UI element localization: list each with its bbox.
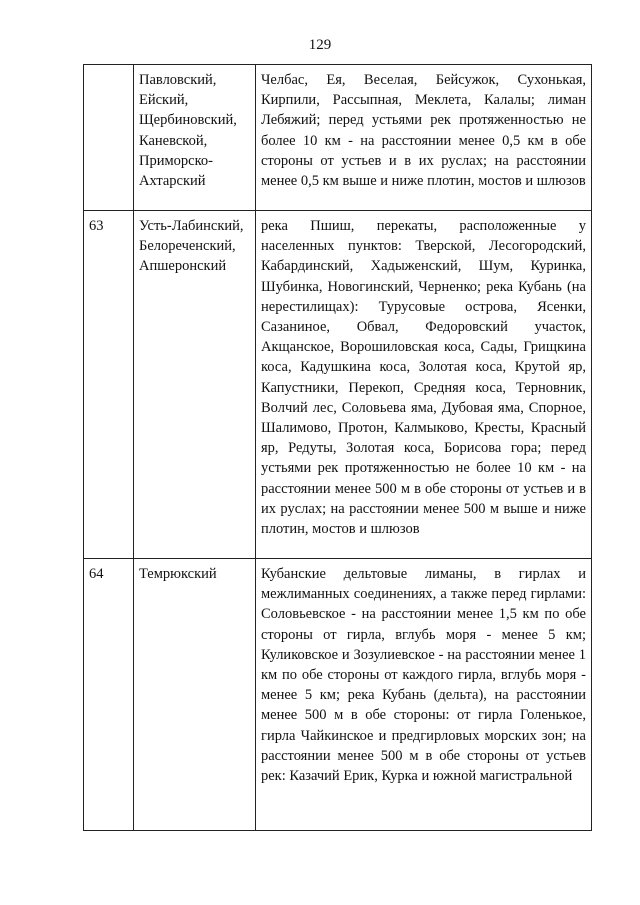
row-number: 64 bbox=[84, 559, 134, 831]
regulation-table bbox=[83, 64, 592, 831]
page-number: 129 bbox=[308, 37, 332, 53]
row-number bbox=[84, 65, 134, 211]
table-row bbox=[84, 211, 592, 559]
district-list: Темрюкский bbox=[134, 559, 256, 831]
district-list: Усть-Лабинский, Белореченский, Апшеронский bbox=[134, 211, 256, 559]
row-number: 63 bbox=[84, 211, 134, 559]
table-row bbox=[84, 559, 592, 831]
table-row bbox=[84, 65, 592, 211]
water-body-description: река Пшиш, перекаты, расположенные у населенных пунктов: Тверской, Лесогородский, Кабардинский, Хадыженский, Шум, Куринка, Шубинка, Новогинский, Черненко; река Кубань (на нерестилищах): Турусовые острова, Ясенки, Сазаниное, Обвал, Федоровский участок, Акщанское, Ворошиловская коса, Сады, Грищкина коса, Кадушкина коса, Золотая коса, Крутой яр, Капустники, Перекоп, Средняя коса, Терновник, Волчий лес, Соловьева яма, Дубовая яма, Спорное, Шалимово, Протон, Калмыково, Кресты, Красный яр, Редуты, Золотая коса, Борисова гора; перед устьями рек протяженностью не более 10 км - на расстоянии менее 500 м в обе стороны от устьев и в их руслах; на расстоянии менее 500 м выше и ниже плотин, мостов и шлюзов bbox=[256, 211, 592, 559]
district-list: Павловский, Ейский, Щербиновский, Каневской, Приморско- Ахтарский bbox=[134, 65, 256, 211]
water-body-description: Кубанские дельтовые лиманы, в гирлах и межлиманных соединениях, а также перед гирлами: Соловьевское - на расстоянии менее 1,5 км по обе стороны от гирла, вглубь моря - менее 5 км; Куликовское и Зозулиевское - на расстоянии менее 1 км по обе стороны от каждого гирла, вглубь моря - менее 5 км; река Кубань (дельта), на расстоянии менее 500 м в обе стороны: от гирла Голенькое, гирла Чайкинское и предгирловых морских зон; на расстоянии менее 500 м в обе стороны от устьев рек: Казачий Ерик, Курка и южной магистральной bbox=[256, 559, 592, 831]
water-body-description: Челбас, Ея, Веселая, Бейсужок, Сухонькая, Кирпили, Рассыпная, Меклета, Калалы; лиман Лебяжий; перед устьями рек протяженностью не более 10 км - на расстоянии менее 0,5 км в обе стороны от устьев и в их руслах; на расстоянии менее 0,5 км выше и ниже плотин, мостов и шлюзов bbox=[256, 65, 592, 211]
